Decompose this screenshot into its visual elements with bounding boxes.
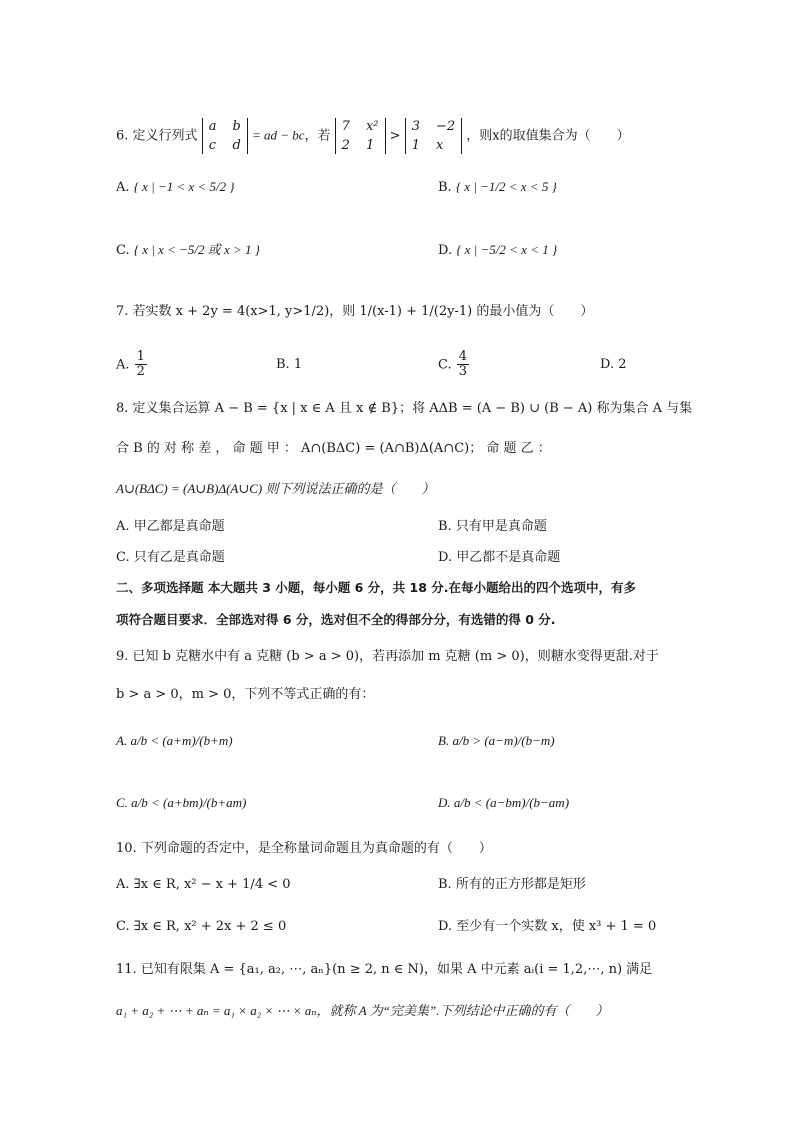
q7-option-b: B. 1 — [276, 357, 303, 372]
q7-option-d: D. 2 — [600, 357, 627, 372]
q6-stem: 6. 定义行列式 a b c d = ad − bc，若 7 x² 2 1 > 3 −2 1 x ，则x的取值集合为（ ） — [116, 119, 630, 153]
q6-option-d: D. { x | −5/2 < x < 1 } — [438, 242, 558, 258]
q9-option-a: A. a/b < (a+m)/(b+m) — [116, 733, 233, 748]
determinant-definition: a b c d — [202, 118, 248, 154]
q9-option-b: B. a/b > (a−m)/(b−m) — [438, 733, 555, 748]
q6-option-c: C. { x | x < −5/2 或 x > 1 } — [116, 242, 260, 258]
q8-stem-line3: A∪(BΔC) = (A∪B)Δ(A∪C) 则下列说法正确的是（ ） — [116, 481, 435, 496]
q9-stem-line1: 9. 已知 b 克糖水中有 a 克糖 (b > a > 0)，若再添加 m 克糖 (m > 0)，则糖水变得更甜.对于 — [116, 649, 659, 664]
q10-option-c: C. ∃x ∈ R, x² + 2x + 2 ≤ 0 — [116, 919, 287, 934]
q9-stem-line2: b > a > 0，m > 0，下列不等式正确的有： — [116, 687, 375, 702]
determinant-right: 3 −2 1 x — [405, 118, 462, 154]
q10-option-b: B. 所有的正方形都是矩形 — [438, 877, 586, 892]
q9-option-c: C. a/b < (a+bm)/(b+am) — [116, 795, 247, 810]
q11-stem-line1: 11. 已知有限集 A = {a₁, a₂, ⋯, aₙ}(n ≥ 2, n ∈ N)，如果 A 中元素 aᵢ(i = 1,2,⋯, n) 满足 — [116, 962, 653, 977]
q8-stem-line1: 8. 定义集合运算 A − B = {x | x ∈ A 且 x ∉ B}；将 AΔB = (A − B) ∪ (B − A) 称为集合 A 与集 — [116, 401, 693, 416]
section-heading-line1: 二、多项选择题 本大题共 3 小题，每小题 6 分，共 18 分.在每小题给出的四个选项中，有多 — [116, 580, 637, 595]
q8-option-a: A. 甲乙都是真命题 — [116, 519, 225, 534]
section-heading-line2: 项符合题目要求．全部选对得 6 分，选对但不全的得部分分，有选错的得 0 分. — [116, 612, 556, 627]
q8-stem-line2: 合 B 的 对 称 差 ， 命 题 甲 ： A∩(BΔC) = (A∩B)Δ(A∩C)； 命 题 乙 ： — [116, 441, 551, 456]
q8-option-c: C. 只有乙是真命题 — [116, 550, 225, 565]
q7-option-a: A. $\frac{1}{2}$ — [116, 349, 145, 380]
q10-option-d: D. 至少有一个实数 x，使 x³ + 1 = 0 — [438, 919, 657, 934]
determinant-left: 7 x² 2 1 — [335, 118, 386, 154]
q10-stem: 10. 下列命题的否定中，是全称量词命题且为真命题的有（ ） — [116, 841, 492, 856]
q7-option-c: C. $\frac{4}{3}$ — [438, 349, 468, 380]
q10-option-a: A. ∃x ∈ R, x² − x + 1/4 < 0 — [116, 877, 291, 892]
q9-option-d: D. a/b < (a−bm)/(b−am) — [438, 795, 570, 810]
q7-stem: 7. 若实数 x + 2y = 4(x>1, y>1/2)，则 1/(x-1) + 1/(2y-1) 的最小值为（ ） — [116, 304, 594, 319]
q6-option-b: B. { x | −1/2 < x < 5 } — [438, 179, 557, 195]
q8-option-b: B. 只有甲是真命题 — [438, 519, 547, 534]
q11-stem-line2: a₁ + a₂ + ⋯ + aₙ = a₁ × a₂ × ⋯ × aₙ，就称 A 为“完美集”.下列结论中正确的有（ ） — [116, 1003, 609, 1018]
q8-option-d: D. 甲乙都不是真命题 — [438, 550, 561, 565]
q6-option-a: A. { x | −1 < x < 5/2 } — [116, 179, 235, 195]
